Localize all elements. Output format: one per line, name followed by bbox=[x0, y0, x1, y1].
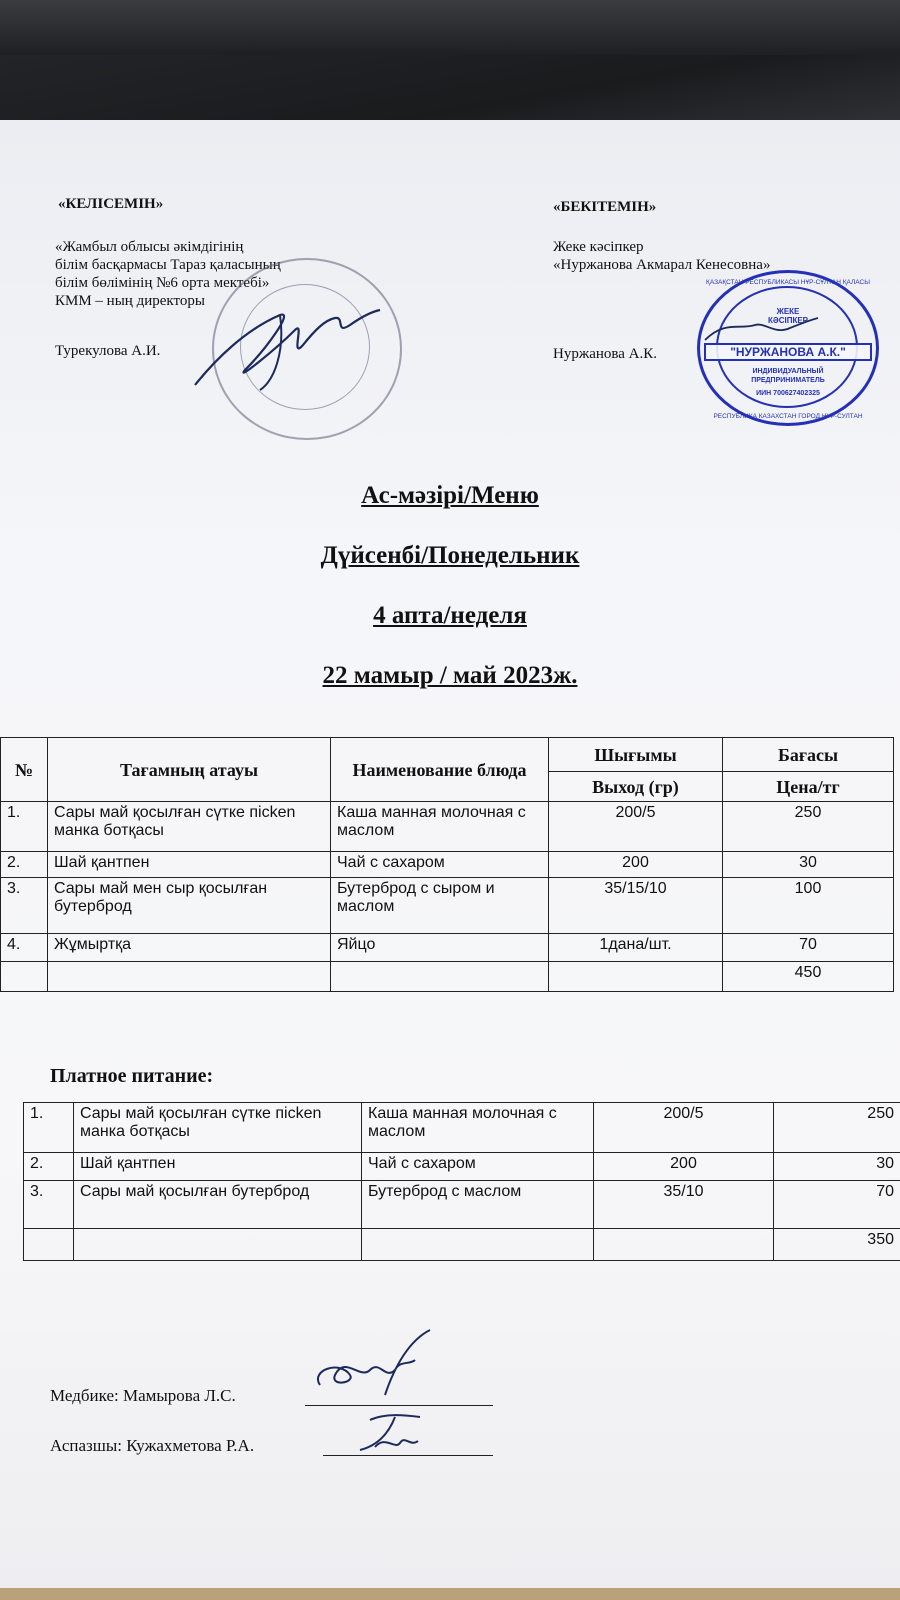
laptop-edge bbox=[0, 55, 900, 125]
cell-name-kz: Сары май қосылған сүтке пісken манка ботқасы bbox=[74, 1103, 362, 1153]
cell-output: 35/15/10 bbox=[549, 878, 723, 934]
stamp-text: ИНДИВИДУАЛЬНЫЙ bbox=[752, 368, 824, 375]
cell-total: 350 bbox=[774, 1229, 900, 1261]
cell-output: 35/10 bbox=[594, 1181, 774, 1229]
stamp-text: ПРЕДПРИНИМАТЕЛЬ bbox=[751, 377, 825, 384]
stamp-top-ring: ҚАЗАҚСТАН РЕСПУБЛИКАСЫ НҰР-СҰЛТАН ҚАЛАСЫ bbox=[706, 279, 870, 286]
cell-name-kz: Сары май қосылған сүтке пісken манка ботқасы bbox=[48, 802, 331, 852]
left-header-line: «Жамбыл облысы әкімдігінің bbox=[55, 239, 244, 255]
cell-price: 250 bbox=[723, 802, 894, 852]
cell-output: 1дана/шт. bbox=[549, 934, 723, 962]
table-row bbox=[24, 1103, 900, 1153]
cell-total: 450 bbox=[723, 962, 894, 992]
cell-name-ru: Бутерброд с сыром и маслом bbox=[331, 878, 549, 934]
table-row bbox=[1, 852, 894, 878]
cell-output: 200 bbox=[594, 1153, 774, 1181]
cell-num: 3. bbox=[24, 1181, 74, 1229]
director-signature bbox=[185, 290, 385, 400]
cell-output: 200/5 bbox=[549, 802, 723, 852]
cell-price: 100 bbox=[723, 878, 894, 934]
header-name-kz: Тағамның атауы bbox=[48, 738, 331, 802]
table-row bbox=[1, 878, 894, 934]
cell-num: 2. bbox=[1, 852, 48, 878]
cell-num: 3. bbox=[1, 878, 48, 934]
cell-price: 70 bbox=[723, 934, 894, 962]
paid-menu-table bbox=[23, 1102, 900, 1261]
stamp-text: КӘСІПКЕР bbox=[768, 316, 808, 325]
nurse-signature bbox=[300, 1325, 460, 1405]
cell-name-kz: Жұмыртқа bbox=[48, 934, 331, 962]
right-header-line: Жеке кәсіпкер bbox=[553, 239, 644, 255]
right-signer: Нуржанова А.К. bbox=[553, 346, 658, 362]
cell-name-ru: Чай с сахаром bbox=[331, 852, 549, 878]
paid-food-label: Платное питание: bbox=[50, 1065, 214, 1087]
cell-name-kz: Шай қантпен bbox=[48, 852, 331, 878]
cell-num: 1. bbox=[1, 802, 48, 852]
header-name-ru: Наименование блюда bbox=[331, 738, 549, 802]
stamp-text: ЖЕКЕ bbox=[776, 307, 800, 316]
cell-name-kz: Сары май мен сыр қосылған бутерброд bbox=[48, 878, 331, 934]
header-price-ru: Цена/тг bbox=[723, 772, 894, 802]
cook-label: Аспазшы: Кужахметова Р.А. bbox=[50, 1436, 255, 1455]
cell-price: 30 bbox=[723, 852, 894, 878]
nurse-label: Медбике: Мамырова Л.С. bbox=[50, 1386, 236, 1405]
cook-signature bbox=[340, 1405, 460, 1465]
entrepreneur-signature bbox=[700, 310, 820, 350]
cell-name-ru: Яйцо bbox=[331, 934, 549, 962]
header-output-ru: Выход (гр) bbox=[549, 772, 723, 802]
stamp-bottom-ring: РЕСПУБЛИКА КАЗАХСТАН ГОРОД НУР-СУЛТАН bbox=[713, 413, 863, 420]
week-title: 4 апта/неделя bbox=[373, 602, 527, 629]
table-row bbox=[24, 1153, 900, 1181]
cell-name-kz: Шай қантпен bbox=[74, 1153, 362, 1181]
date-title: 22 мамыр / май 2023ж. bbox=[322, 662, 578, 689]
cell-name-ru: Каша манная молочная с маслом bbox=[331, 802, 549, 852]
right-header-title: «БЕКІТЕМІН» bbox=[553, 199, 657, 215]
table-row bbox=[1, 934, 894, 962]
cell-num: 2. bbox=[24, 1153, 74, 1181]
left-header-line: білім басқармасы Тараз қаласының bbox=[55, 257, 281, 273]
cell-price: 70 bbox=[774, 1181, 900, 1229]
cell-name-kz: Сары май қосылған бутерброд bbox=[74, 1181, 362, 1229]
menu-table bbox=[0, 737, 894, 992]
day-title: Дүйсенбі/Понедельник bbox=[320, 542, 580, 569]
table-total-row bbox=[24, 1229, 900, 1261]
left-header-line: білім бөлімінің №6 орта мектебі» bbox=[55, 275, 270, 291]
cell-output: 200 bbox=[549, 852, 723, 878]
left-header-line: КММ – ның директоры bbox=[55, 293, 205, 309]
laptop-lid bbox=[0, 0, 900, 60]
right-header-line: «Нуржанова Акмарал Кенесовна» bbox=[553, 257, 771, 273]
cell-name-ru: Бутерброд с маслом bbox=[362, 1181, 594, 1229]
table-row bbox=[1, 802, 894, 852]
table-surface bbox=[0, 1588, 900, 1600]
cell-price: 30 bbox=[774, 1153, 900, 1181]
stamp-name: "НУРЖАНОВА А.К." bbox=[704, 343, 872, 361]
cell-num: 1. bbox=[24, 1103, 74, 1153]
cell-name-ru: Чай с сахаром bbox=[362, 1153, 594, 1181]
stamp-text: ИИН 700627402325 bbox=[756, 390, 820, 397]
cell-num: 4. bbox=[1, 934, 48, 962]
cell-output: 200/5 bbox=[594, 1103, 774, 1153]
left-signer: Турекулова А.И. bbox=[55, 343, 161, 359]
left-header-title: «КЕЛІСЕМІН» bbox=[58, 196, 164, 212]
menu-title: Ас-мәзірі/Меню bbox=[361, 482, 539, 509]
table-total-row bbox=[1, 962, 894, 992]
header-output-kz: Шығымы bbox=[549, 738, 723, 772]
cell-name-ru: Каша манная молочная с маслом bbox=[362, 1103, 594, 1153]
header-price-kz: Бағасы bbox=[723, 738, 894, 772]
table-row bbox=[24, 1181, 900, 1229]
cell-price: 250 bbox=[774, 1103, 900, 1153]
header-num: № bbox=[1, 738, 48, 802]
